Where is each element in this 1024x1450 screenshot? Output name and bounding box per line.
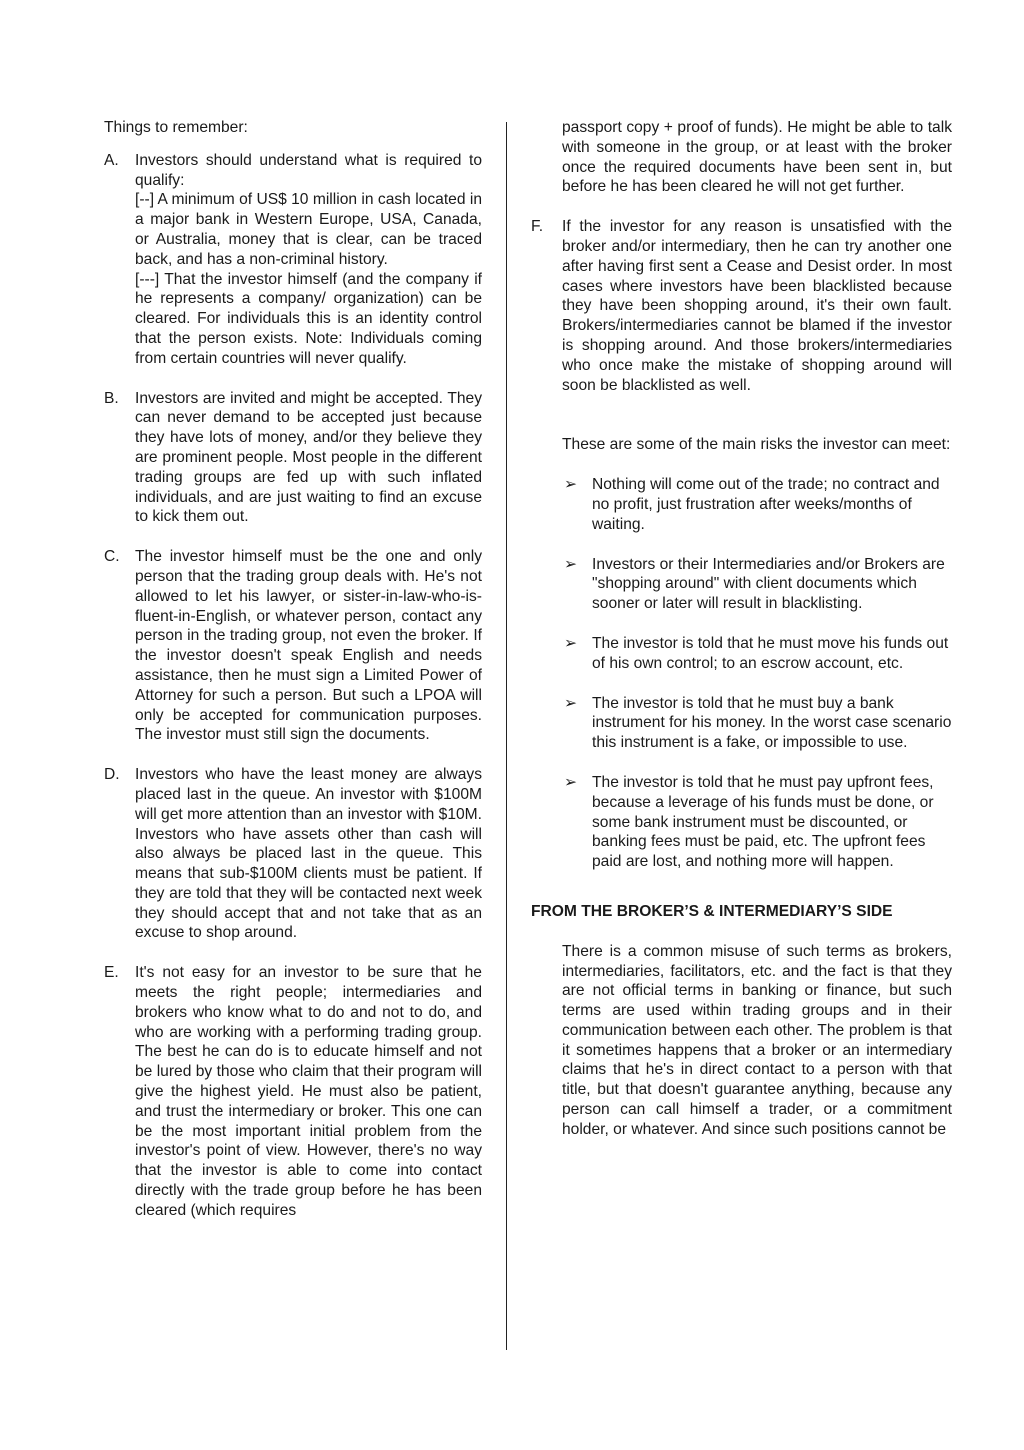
list-item-text: Investors are invited and might be accepted. They can never demand to be accepted just because they have lots of money, and/or they believe they are prominent people. Most people in the different trading groups are fed up with such inflated individuals, and are just waiting to find an excuse to kick them out. bbox=[135, 389, 482, 526]
section-heading: FROM THE BROKER’S & INTERMEDIARY’S SIDE bbox=[531, 902, 893, 920]
right-column bbox=[531, 118, 952, 1140]
list-item-label: D. bbox=[104, 766, 120, 784]
list-item bbox=[562, 555, 952, 614]
list-item bbox=[562, 634, 952, 674]
arrow-bullet-icon: ➢ bbox=[564, 476, 578, 494]
things-to-remember-heading: Things to remember: bbox=[104, 119, 248, 136]
list-item-d bbox=[104, 765, 482, 943]
risk-text: Investors or their Intermediaries and/or Brokers are "shopping around" with client documents which sooner or later will result in blacklisting. bbox=[592, 555, 945, 613]
list-item-label: F. bbox=[531, 218, 544, 236]
list-item bbox=[562, 694, 952, 753]
arrow-bullet-icon: ➢ bbox=[564, 634, 578, 652]
list-item-label: A. bbox=[104, 151, 119, 169]
list-item-text: Investors should understand what is required to qualify: bbox=[135, 151, 482, 189]
list-item-text: [---] That the investor himself (and the company if he represents a company/ organization) can be cleared. For individuals this is an identity control that the person exists. Note: Individuals coming from certain countries will never qualify. bbox=[135, 270, 482, 367]
list-item-label: B. bbox=[104, 389, 119, 407]
risks-intro: These are some of the main risks the investor can meet: bbox=[562, 436, 951, 454]
arrow-bullet-icon: ➢ bbox=[564, 555, 578, 573]
arrow-bullet-icon: ➢ bbox=[564, 694, 578, 712]
risk-text: The investor is told that he must move his funds out of his own control; to an escrow account, etc. bbox=[592, 634, 949, 672]
continuation-text: passport copy + proof of funds). He might be able to talk with someone in the group, or at least with the broker once the required documents have been sent in, but before he has been cleared he will not get further. bbox=[562, 119, 952, 196]
list-item-text: [--] A minimum of US$ 10 million in cash located in a major bank in Western Europe, USA, Canada, or Australia, money that is clear, can be traced back, and has a non-criminal history. bbox=[135, 191, 482, 268]
list-item-label: E. bbox=[104, 964, 119, 982]
list-item-text: Investors who have the least money are always placed last in the queue. An investor with $100M will get more attention than an investor with $10M. Investors who have assets other than cash will also always be placed last in the queue. This means that sub-$100M clients must be patient. If they are told that they will be contacted next week they should accept that and not take that as an excuse to shop around. bbox=[135, 766, 482, 942]
column-divider bbox=[506, 122, 507, 1350]
list-item-f bbox=[531, 217, 952, 395]
risk-text: The investor is told that he must pay upfront fees, because a leverage of his funds must be done, or some bank instrument must be discounted, or banking fees must be paid, etc. The upfront fees paid are lost, and nothing more will happen. bbox=[592, 773, 934, 871]
left-column bbox=[104, 118, 482, 1221]
arrow-bullet-icon: ➢ bbox=[564, 773, 578, 791]
list-item-b bbox=[104, 389, 482, 528]
risks-list bbox=[562, 475, 952, 872]
list-item-label: C. bbox=[104, 548, 120, 566]
section-text: There is a common misuse of such terms as brokers, intermediaries, facilitators, etc. and the fact is that they are not official terms in banking or finance, but such terms are used within trading groups and in their communication between each other. The problem is that it sometimes happens that a broker or an intermediary claims that he's in direct contact to a person with that title, but that doesn't guarantee anything, because any person can call himself a trader, or a commitment holder, or whatever. And since such positions cannot be bbox=[562, 942, 952, 1138]
list-item-text: If the investor for any reason is unsatisfied with the broker and/or intermediary, then he can try another one after having first sent a Cease and Desist order. In most cases where investors have been blacklisted because they have been shopping around, it's their own fault. Brokers/intermediaries cannot be blamed if the investor is shopping around. And those brokers/intermediaries who once make the mistake of shopping around will soon be blacklisted as well. bbox=[562, 218, 952, 394]
risk-text: Nothing will come out of the trade; no contract and no profit, just frustration after weeks/months of waiting. bbox=[592, 476, 940, 533]
list-item-text: It's not easy for an investor to be sure that he meets the right people; intermediaries and brokers who know what to do and not to do, and who are working with a performing trading group. The best he can do is to educate himself and not be lured by those who claim that their program will give the highest yield. He must also be patient, and trust the intermediary or broker. This one can be the most important initial problem from the investor's point of view. However, there's no way that the investor is able to come into contact directly with the trade group before he has been cleared (which requires bbox=[135, 964, 482, 1219]
list-item-text: The investor himself must be the one and only person that the trading group deals with. He's not allowed to let his lawyer, or sister-in-law-who-is-fluent-in-English, or whatever person, contact any person in the trading group, not even the broker. If the investor doesn't speak English and needs assistance, then he must sign a Limited Power of Attorney for such a person. But such a LPOA will only be accepted for communication purposes. The investor must still sign the documents. bbox=[135, 548, 482, 744]
list-item-c bbox=[104, 547, 482, 745]
list-item-e bbox=[104, 963, 482, 1220]
risk-text: The investor is told that he must buy a bank instrument for his money. In the worst case scenario this instrument is a fake, or impossible to use. bbox=[592, 694, 952, 752]
list-item bbox=[562, 773, 952, 872]
list-item bbox=[562, 475, 952, 534]
list-item-a bbox=[104, 151, 482, 369]
